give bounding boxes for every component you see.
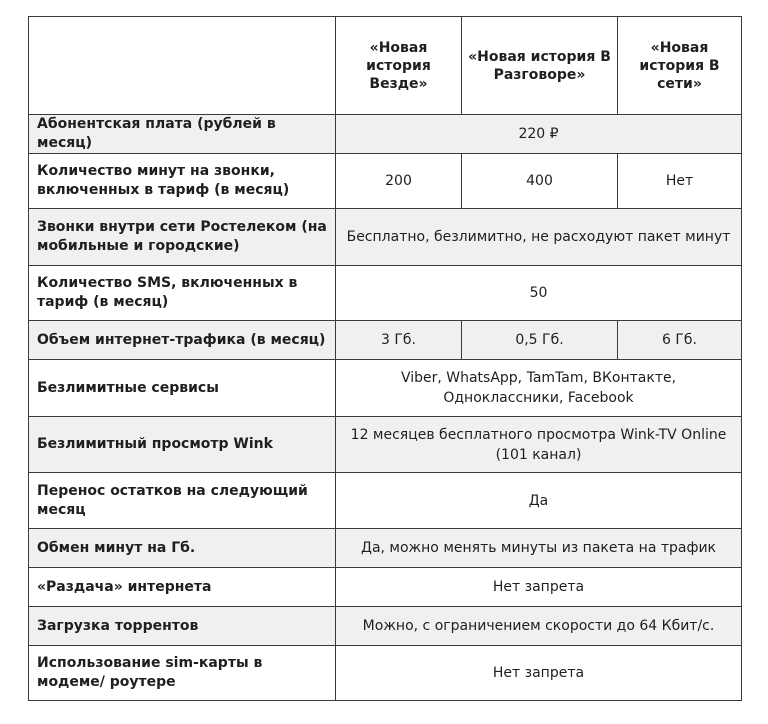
table-row-minutes-exchange bbox=[29, 529, 742, 568]
row-label: «Раздача» интернета bbox=[29, 568, 336, 607]
row-label: Объем интернет-трафика (в месяц) bbox=[29, 321, 336, 360]
row-value-v-razgovore: 0,5 Гб. bbox=[462, 321, 618, 360]
row-value-merged: 12 месяцев бесплатного просмотра Wink-TV Online (101 канал) bbox=[336, 417, 742, 473]
row-label: Абонентская плата (рублей в месяц) bbox=[29, 115, 336, 154]
plan-header-v-razgovore: «Новая история В Разговоре» bbox=[462, 17, 618, 115]
row-label: Звонки внутри сети Ростелеком (на мобильные и городские) bbox=[29, 209, 336, 266]
row-value-v-razgovore: 400 bbox=[462, 154, 618, 209]
row-value-merged: Да, можно менять минуты из пакета на трафик bbox=[336, 529, 742, 568]
row-label: Безлимитные сервисы bbox=[29, 360, 336, 417]
table-row-call-minutes bbox=[29, 154, 742, 209]
table-row-on-net-calls bbox=[29, 209, 742, 266]
table-row-rollover bbox=[29, 473, 742, 529]
row-value-vezde: 200 bbox=[336, 154, 462, 209]
row-label: Загрузка торрентов bbox=[29, 607, 336, 646]
row-value-merged: Viber, WhatsApp, TamTam, ВКонтакте, Одноклассники, Facebook bbox=[336, 360, 742, 417]
row-value-merged: Да bbox=[336, 473, 742, 529]
table-row-unlimited-services bbox=[29, 360, 742, 417]
row-value-v-seti: 6 Гб. bbox=[618, 321, 742, 360]
table-row-tethering bbox=[29, 568, 742, 607]
table-row-subscription-fee bbox=[29, 115, 742, 154]
header-corner-cell bbox=[29, 17, 336, 115]
plan-header-vezde: «Новая история Везде» bbox=[336, 17, 462, 115]
table-row-sms bbox=[29, 266, 742, 321]
table-row-wink bbox=[29, 417, 742, 473]
row-value-merged: Бесплатно, безлимитно, не расходуют пакет минут bbox=[336, 209, 742, 266]
row-label: Количество минут на звонки, включенных в тариф (в месяц) bbox=[29, 154, 336, 209]
table-row-internet-traffic bbox=[29, 321, 742, 360]
row-value-v-seti: Нет bbox=[618, 154, 742, 209]
plan-header-v-seti: «Новая история В сети» bbox=[618, 17, 742, 115]
row-label: Обмен минут на Гб. bbox=[29, 529, 336, 568]
row-label: Безлимитный просмотр Wink bbox=[29, 417, 336, 473]
row-value-merged: 50 bbox=[336, 266, 742, 321]
row-label: Использование sim-карты в модеме/ роутере bbox=[29, 646, 336, 701]
header-row bbox=[29, 17, 742, 115]
row-value-merged: 220 ₽ bbox=[336, 115, 742, 154]
table-row-torrents bbox=[29, 607, 742, 646]
row-label: Перенос остатков на следующий месяц bbox=[29, 473, 336, 529]
tariff-comparison-table bbox=[28, 16, 742, 701]
row-value-merged: Можно, с ограничением скорости до 64 Кбит/с. bbox=[336, 607, 742, 646]
row-label: Количество SMS, включенных в тариф (в месяц) bbox=[29, 266, 336, 321]
row-value-vezde: 3 Гб. bbox=[336, 321, 462, 360]
table-row-modem-usage bbox=[29, 646, 742, 701]
row-value-merged: Нет запрета bbox=[336, 646, 742, 701]
row-value-merged: Нет запрета bbox=[336, 568, 742, 607]
